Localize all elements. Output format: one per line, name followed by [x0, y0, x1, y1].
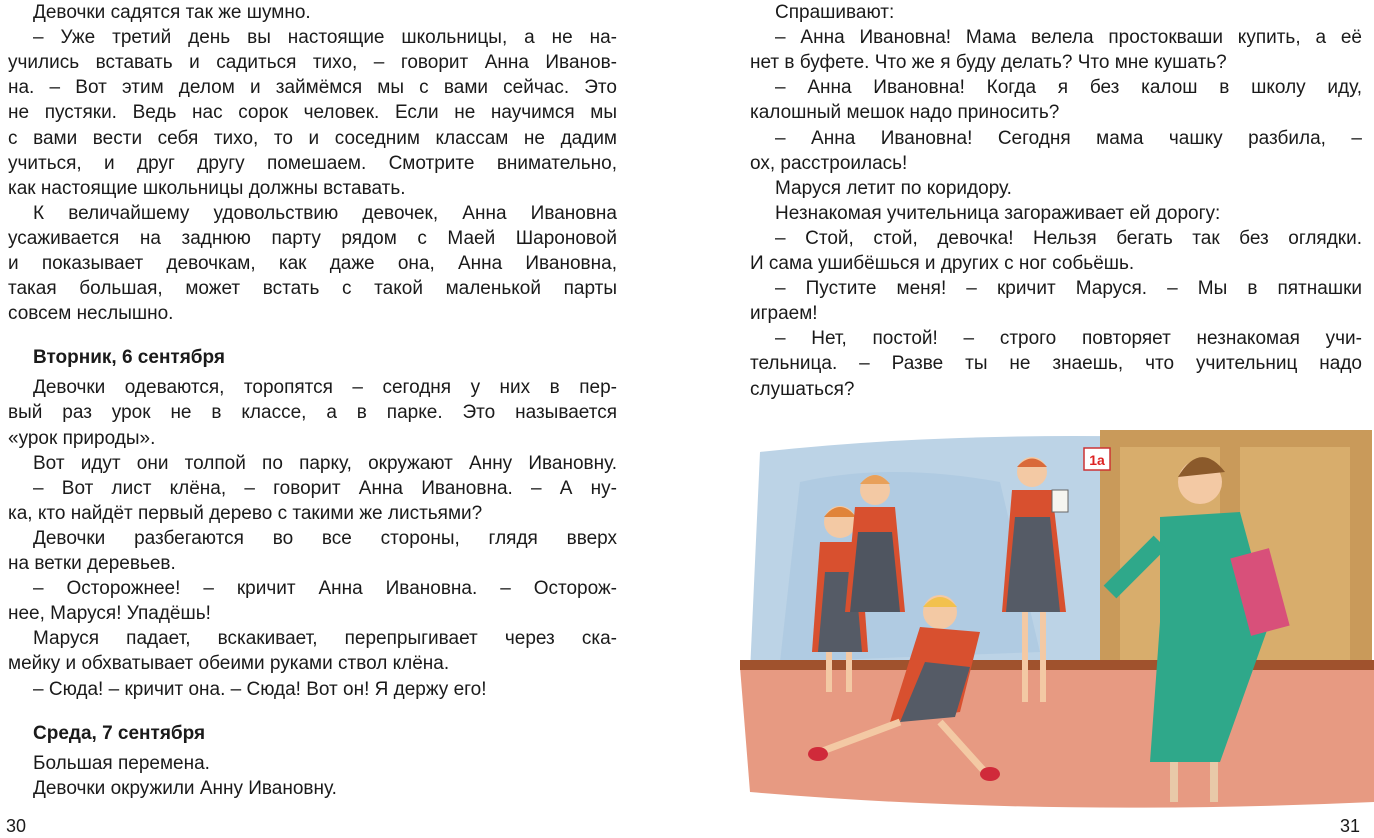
text-line: Спрашивают:	[775, 2, 895, 23]
text-line: Большая перемена.	[33, 752, 210, 774]
text-line: Девочки садятся так же шумно.	[33, 2, 311, 23]
text-line: учиться, и друг другу помешаем. Смотрите внимательно,	[8, 152, 617, 174]
text-line: Маруся летит по коридору.	[775, 177, 1012, 199]
text-line: калошный мешок надо приносить?	[750, 102, 1060, 124]
text-line: – Уже третий день вы настоящие школьницы, а не на-	[33, 27, 617, 49]
text-line: как настоящие школьницы должны вставать.	[8, 177, 406, 199]
text-line: И сама ушибёшься и других с ног собьёшь.	[750, 253, 1135, 274]
page-number-right: 31	[1340, 816, 1361, 836]
text-line: – Вот лист клёна, – говорит Анна Ивановна. – А ну-	[33, 477, 617, 499]
text-line: К величайшему удовольствию девочек, Анна Ивановна	[33, 202, 617, 224]
text-line: на ветки деревьев.	[8, 553, 176, 574]
section-heading: Среда, 7 сентября	[33, 722, 206, 744]
text-line: нее, Маруся! Упадёшь!	[8, 603, 211, 625]
door-sign-text: 1а	[1089, 452, 1105, 468]
text-line: Девочки одеваются, торопятся – сегодня у них в пер-	[33, 377, 617, 399]
section-heading: Вторник, 6 сентября	[33, 347, 225, 369]
text-line: и показывает девочкам, как даже она, Анна Ивановна,	[8, 253, 617, 274]
text-line: Девочки разбегаются во все стороны, глядя вверх	[33, 527, 617, 549]
text-line: Вот идут они толпой по парку, окружают Анну Ивановну.	[33, 452, 617, 474]
text-line: с вами вести себя тихо, то и соседним классам не дадим	[8, 127, 617, 149]
text-line: такая большая, может встать с такой маленькой парты	[8, 278, 617, 300]
text-line: играем!	[750, 303, 818, 325]
text-line: «урок природы».	[8, 427, 156, 449]
text-line: – Анна Ивановна! Когда я без калош в школу иду,	[775, 77, 1362, 99]
text-line: Маруся падает, вскакивает, перепрыгивает через ска-	[33, 628, 617, 650]
text-line: Незнакомая учительница загораживает ей дорогу:	[775, 202, 1221, 224]
text-line: ка, кто найдёт первый дерево с такими же листьями?	[8, 502, 483, 524]
text-line: ох, расстроилась!	[750, 152, 908, 174]
text-line: совсем неслышно.	[8, 303, 174, 325]
text-line: – Анна Ивановна! Мама велела простокваши купить, а её	[775, 27, 1362, 49]
text-line: мейку и обхватывает обеими руками ствол клёна.	[8, 653, 450, 675]
text-line: – Сюда! – кричит она. – Сюда! Вот он! Я держу его!	[33, 678, 487, 700]
illustration-corridor-scene	[740, 422, 1374, 814]
text-line: – Анна Ивановна! Сегодня мама чашку разбила, –	[775, 127, 1362, 149]
text-line: вый раз урок не в классе, а в парке. Это называется	[8, 402, 617, 424]
text-line: учились вставать и садиться тихо, – говорит Анна Иванов-	[8, 52, 617, 74]
text-line: – Нет, постой! – строго повторяет незнакомая учи-	[775, 328, 1362, 350]
text-line: – Стой, стой, девочка! Нельзя бегать так без оглядки.	[775, 227, 1362, 249]
text-line: – Пустите меня! – кричит Маруся. – Мы в пятнашки	[775, 278, 1362, 300]
floor	[740, 667, 1374, 808]
text-line: – Осторожнее! – кричит Анна Ивановна. – Осторож-	[33, 578, 617, 600]
door-sign	[1084, 448, 1110, 470]
text-line: усаживается на заднюю парту рядом с Маей Шароновой	[8, 227, 617, 249]
page-number-left: 30	[6, 816, 27, 836]
text-line: тельница. – Разве ты не знаешь, что учительниц надо	[750, 353, 1362, 375]
text-line: слушаться?	[750, 378, 855, 400]
text-line: на. – Вот этим делом и займёмся мы с вами сейчас. Это	[8, 77, 617, 99]
text-line: не пустяки. Ведь нас сорок человек. Если не научимся мы	[8, 102, 617, 124]
text-line: Девочки окружили Анну Ивановну.	[33, 777, 337, 799]
text-line: нет в буфете. Что же я буду делать? Что мне кушать?	[750, 52, 1227, 74]
